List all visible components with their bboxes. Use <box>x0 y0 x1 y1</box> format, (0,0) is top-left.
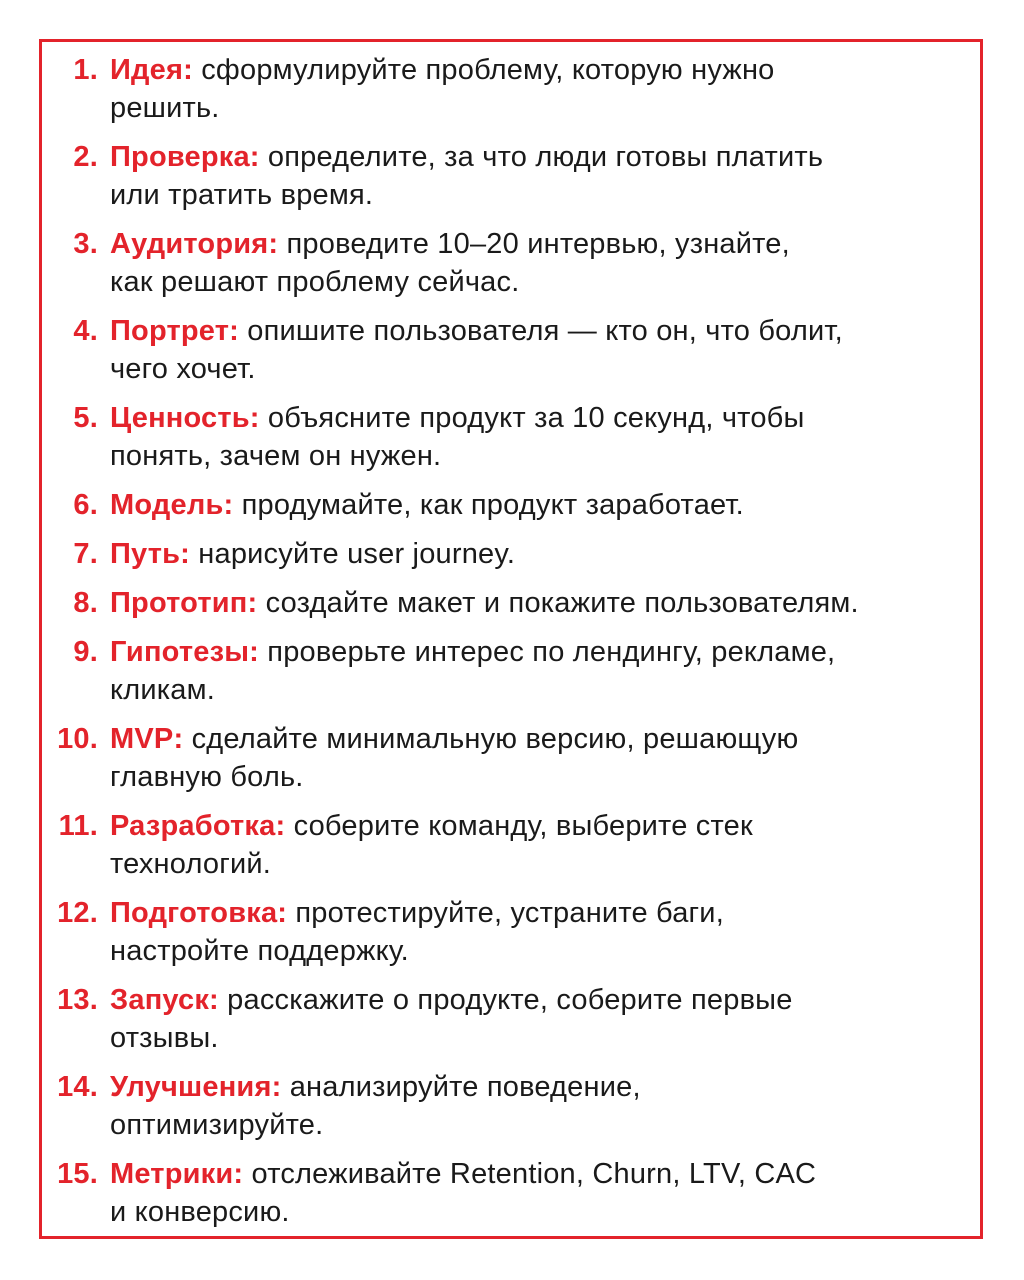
step-text: объясните продукт за 10 секунд, чтобы <box>259 402 805 434</box>
step-number: 6. <box>73 489 98 521</box>
step-number: 1. <box>73 54 98 86</box>
step-text-continued: отзывы. <box>110 1022 219 1054</box>
step-term: Прототип: <box>110 587 258 619</box>
step-number: 8. <box>73 587 98 619</box>
step-number: 7. <box>73 538 98 570</box>
step-term: Подготовка: <box>110 897 288 929</box>
step-number: 5. <box>73 402 98 434</box>
step-term: Аудитория: <box>110 228 279 260</box>
step-term: Метрики: <box>110 1158 244 1190</box>
step-term: Запуск: <box>110 984 219 1016</box>
step-number: 12. <box>57 897 98 929</box>
step-text: отслеживайте Retention, Churn, LTV, CAC <box>243 1158 817 1190</box>
step-text-continued: и конверсию. <box>110 1196 290 1228</box>
step-text: соберите команду, выберите стек <box>285 810 753 842</box>
step-number: 2. <box>73 141 98 173</box>
step-number: 10. <box>57 723 98 755</box>
step-term: Портрет: <box>110 315 240 347</box>
step-text-continued: как решают проблему сейчас. <box>110 266 520 298</box>
step-number: 15. <box>57 1158 98 1190</box>
step-text: проверьте интерес по лендингу, рекламе, <box>259 636 836 668</box>
step-term: Улучшения: <box>110 1071 282 1103</box>
step-term: Гипотезы: <box>110 636 260 668</box>
step-text-continued: или тратить время. <box>110 179 374 211</box>
step-text-continued: оптимизируйте. <box>110 1109 324 1141</box>
step-text-continued: понять, зачем он нужен. <box>110 440 442 472</box>
step-text-continued: настройте поддержку. <box>110 935 409 967</box>
step-term: Модель: <box>110 489 234 521</box>
step-number: 3. <box>73 228 98 260</box>
step-text: протестируйте, устраните баги, <box>287 897 724 929</box>
step-text: проведите 10–20 интервью, узнайте, <box>278 228 790 260</box>
step-text-continued: чего хочет. <box>110 353 256 385</box>
step-term: Путь: <box>110 538 191 570</box>
step-term: MVP: <box>110 723 184 755</box>
step-number: 4. <box>73 315 98 347</box>
step-text: анализируйте поведение, <box>281 1071 641 1103</box>
step-term: Разработка: <box>110 810 286 842</box>
step-text: нарисуйте user journey. <box>190 538 516 570</box>
step-text: расскажите о продукте, соберите первые <box>218 984 793 1016</box>
step-text-continued: главную боль. <box>110 761 304 793</box>
step-term: Проверка: <box>110 141 260 173</box>
step-text: сформулируйте проблему, которую нужно <box>192 54 775 86</box>
step-text: опишите пользователя — кто он, что болит, <box>239 315 843 347</box>
step-text: сделайте минимальную версию, решающую <box>183 723 799 755</box>
step-number: 11. <box>58 810 98 842</box>
step-text: продумайте, как продукт заработает. <box>233 489 744 521</box>
step-number: 14. <box>57 1071 98 1103</box>
step-number: 13. <box>57 984 98 1016</box>
step-text-continued: решить. <box>110 92 220 124</box>
step-number: 9. <box>73 636 98 668</box>
step-text-continued: технологий. <box>110 848 272 880</box>
step-text-continued: кликам. <box>110 674 215 706</box>
step-text: создайте макет и покажите пользователям. <box>257 587 859 619</box>
step-term: Идея: <box>110 54 193 86</box>
step-text: определите, за что люди готовы платить <box>259 141 824 173</box>
step-term: Ценность: <box>110 402 260 434</box>
